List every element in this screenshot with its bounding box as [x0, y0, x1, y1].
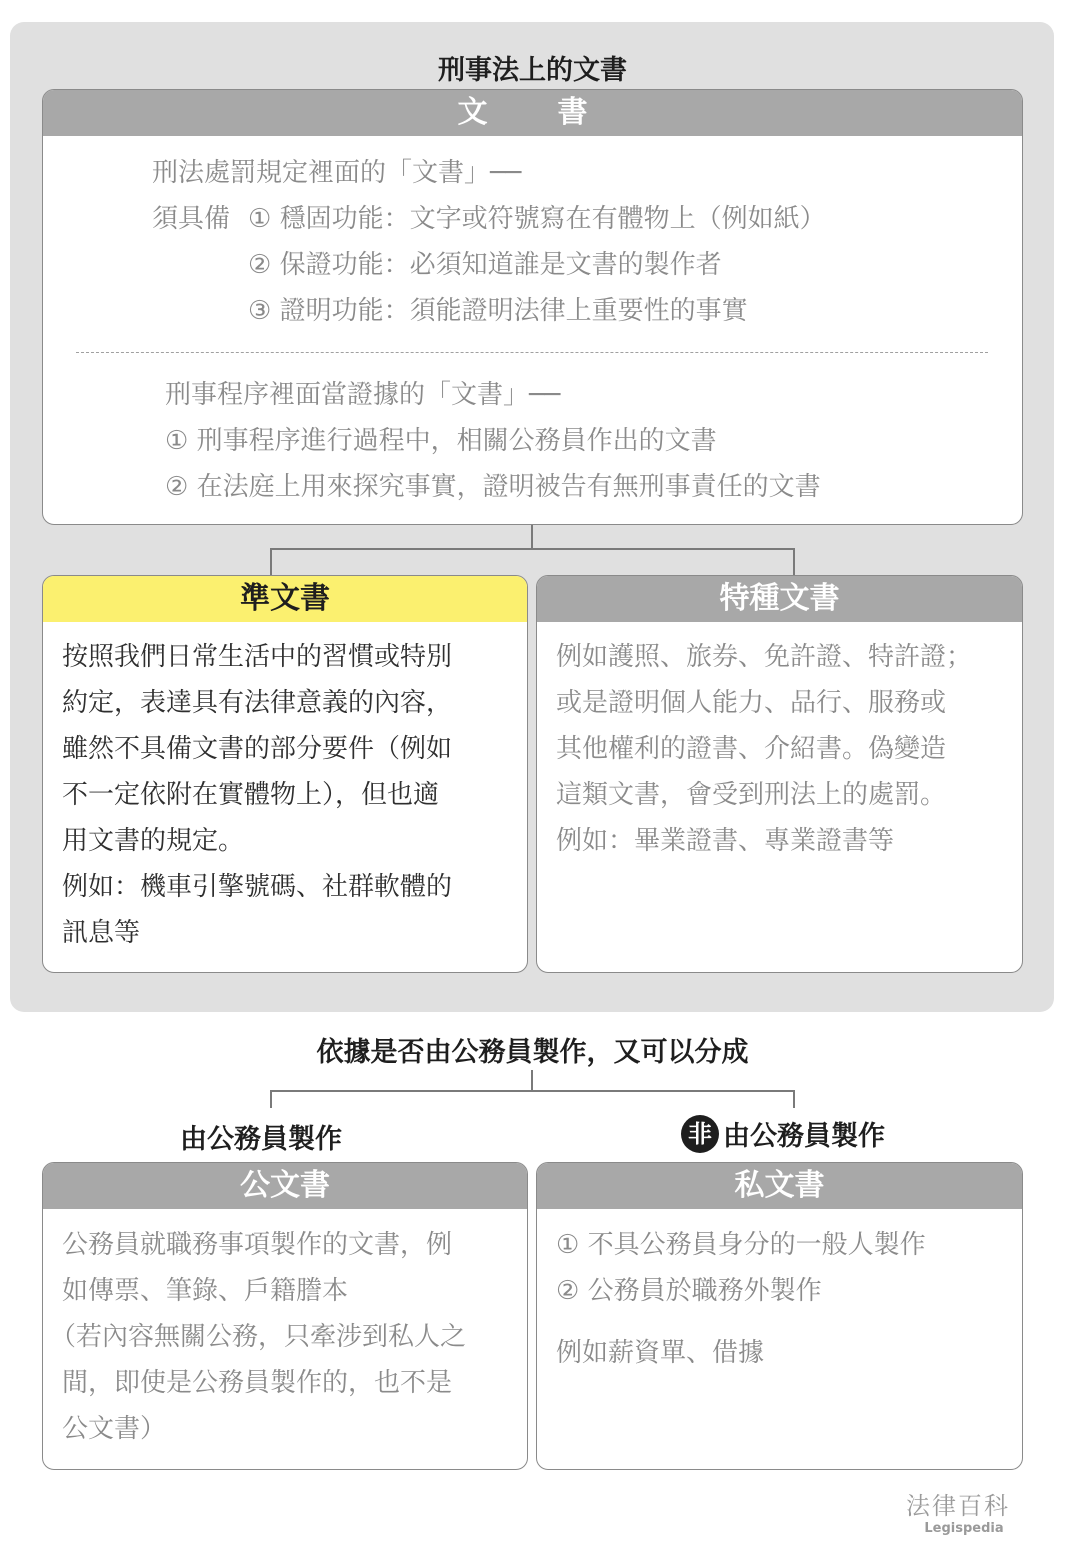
quasi-document-line: 例如：機車引擎號碼、社群軟體的: [62, 872, 453, 902]
special-document-line: 或是證明個人能力、品行、服務或: [556, 688, 947, 718]
public-made-label: 由公務員製作: [180, 1124, 342, 1155]
special-document-line: 其他權利的證書、介紹書。偽變造: [556, 734, 947, 764]
connector-horizontal: [270, 548, 794, 550]
connector-left: [270, 1090, 272, 1108]
public-document-line: 如傳票、筆錄、戶籍謄本: [62, 1276, 349, 1306]
split-title: 依據是否由公務員製作，又可以分成: [316, 1037, 749, 1068]
quasi-document-line: 按照我們日常生活中的習慣或特別: [62, 642, 453, 672]
special-document-line: 例如：畢業證書、專業證書等: [556, 826, 895, 856]
non-badge: 非: [681, 1115, 719, 1153]
non-public-made-label: 由公務員製作: [723, 1121, 885, 1152]
special-document-header: 特種文書: [537, 576, 1022, 622]
special-document-line: 例如護照、旅券、免許證、特許證；: [556, 642, 973, 672]
connector-right: [793, 1090, 795, 1108]
private-document-example: 例如薪資單、借據: [556, 1338, 765, 1368]
public-document-line: （若內容無關公務，只牽涉到私人之: [50, 1322, 467, 1352]
quasi-document-line: 約定，表達具有法律意義的內容，: [62, 688, 453, 718]
non-public-made-label-wrap: [681, 1114, 885, 1153]
criminal-procedure-intro: 刑事程序裡面當證據的「文書」──: [165, 380, 561, 410]
quasi-document-line: 雖然不具備文書的部分要件（例如: [62, 734, 453, 764]
connector-right: [793, 548, 795, 576]
connector-horizontal: [270, 1090, 794, 1092]
criminal-law-item: ③ 證明功能：須能證明法律上重要性的事實: [248, 296, 748, 326]
criminal-law-intro: 刑法處罰規定裡面的「文書」──: [152, 158, 522, 188]
criminal-law-item: ② 保證功能：必須知道誰是文書的製作者: [248, 250, 722, 280]
connector-left: [270, 548, 272, 576]
private-document-header: 私文書: [537, 1163, 1022, 1209]
private-document-item: ② 公務員於職務外製作: [556, 1276, 822, 1306]
private-document-box: [536, 1162, 1023, 1470]
public-document-header: 公文書: [43, 1163, 527, 1209]
legispedia-logo: [906, 1486, 1022, 1536]
criminal-law-prefix: 須具備: [152, 204, 231, 234]
document-box-header: 文 書: [43, 90, 1022, 136]
criminal-procedure-item: ① 刑事程序進行過程中，相關公務員作出的文書: [165, 426, 717, 456]
public-document-line: 間，即使是公務員製作的，也不是: [62, 1368, 453, 1398]
criminal-procedure-item: ② 在法庭上用來探究事實，證明被告有無刑事責任的文書: [165, 472, 821, 502]
section-divider: [76, 352, 988, 353]
main-title: 刑事法上的文書: [438, 55, 627, 86]
quasi-document-line: 訊息等: [62, 918, 141, 948]
private-document-item: ① 不具公務員身分的一般人製作: [556, 1230, 926, 1260]
quasi-document-line: 用文書的規定。: [62, 826, 245, 856]
public-document-line: 公文書）: [62, 1414, 167, 1444]
public-document-line: 公務員就職務事項製作的文書，例: [62, 1230, 453, 1260]
criminal-law-item: ① 穩固功能：文字或符號寫在有體物上（例如紙）: [248, 204, 826, 234]
special-document-line: 這類文書，會受到刑法上的處罰。: [556, 780, 947, 810]
connector-stem: [531, 1070, 533, 1090]
logo-sub-text: Legispedia: [924, 1521, 1004, 1536]
connector-stem: [531, 525, 533, 548]
quasi-document-header: 準文書: [43, 576, 527, 622]
logo-main-text: 法律百科: [906, 1492, 1010, 1520]
quasi-document-line: 不一定依附在實體物上），但也適: [62, 780, 440, 810]
